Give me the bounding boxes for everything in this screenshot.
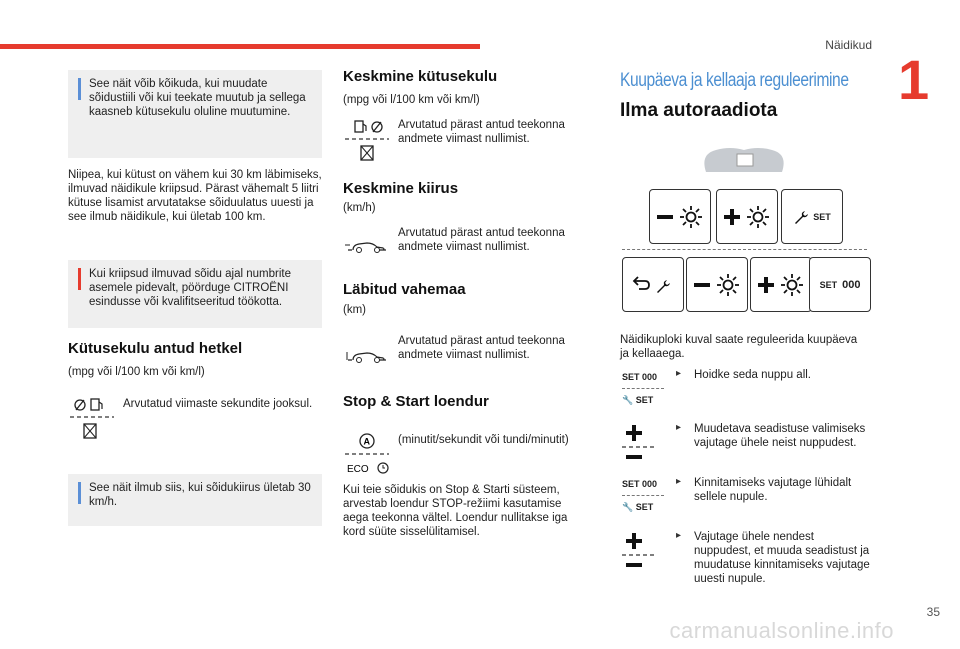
brightness-minus-button-2[interactable] xyxy=(686,257,748,312)
bullet-icon: ▸ xyxy=(676,530,682,541)
info-icon xyxy=(78,482,81,504)
set-000-button[interactable] xyxy=(809,257,871,312)
warning-note-text: Kui kriipsud ilmuvad sõidu ajal numbrite asemele pidevalt, pöörduge CITROËNI esindusse või kvalifitseeritud töökotta. xyxy=(89,268,291,308)
wrench-icon: 🔧 xyxy=(622,502,634,512)
unit-text: (km/h) xyxy=(343,202,376,214)
stop-start-icon xyxy=(345,432,389,476)
instrument-panel-icon xyxy=(700,142,790,180)
stop-start-unit: (minutit/sekundit või tundi/minutit) xyxy=(398,434,569,446)
divider-dashed xyxy=(622,495,664,496)
wrench-icon xyxy=(793,209,809,225)
plus-minus-icon-2 xyxy=(622,531,662,571)
set-label: SET xyxy=(819,279,838,290)
header-red-bar xyxy=(0,44,480,49)
heading-average-speed: Keskmine kiirus xyxy=(343,180,459,197)
brightness-minus-icon xyxy=(655,204,705,230)
zero-text: 000 xyxy=(642,479,658,489)
unit-text: (mpg või l/100 km või km/l) xyxy=(343,94,480,106)
brightness-plus-icon xyxy=(722,204,772,230)
average-speed-desc: Arvutatud pärast antud teekonna andmete viimast nullimist. xyxy=(398,227,565,253)
warning-note xyxy=(68,260,322,328)
section-heading: Kuupäeva ja kellaaja reguleerimine xyxy=(620,70,849,91)
step-2: Muudetava seadistuse valimiseks vajutage ühele neist nuppudest. xyxy=(694,423,866,449)
bullet-icon: ▸ xyxy=(676,476,682,487)
instant-consumption-desc: Arvutatud viimaste sekundite jooksul. xyxy=(123,398,313,410)
svg-text:ECO: ECO xyxy=(347,464,369,475)
heading-distance: Läbitud vahemaa xyxy=(343,281,466,298)
info-note-2 xyxy=(68,474,322,526)
set-text: SET xyxy=(635,395,654,405)
zero-label: 000 xyxy=(842,278,861,291)
step-1: Hoidke seda nuppu all. xyxy=(694,369,811,381)
svg-text:A: A xyxy=(363,436,370,447)
set-text: SET xyxy=(622,372,640,382)
step-4: Vajutage ühele nendest nuppudest, et muuda seadistust ja muudatuse kinnitamiseks vajutage uuesti nupule. xyxy=(694,531,870,585)
brightness-plus-button-2[interactable] xyxy=(750,257,812,312)
back-wrench-icon xyxy=(631,275,675,295)
watermark: carmanualsonline.info xyxy=(669,618,894,643)
set-button-icon-2 xyxy=(622,479,666,523)
subheading-without-radio: Ilma autoraadiota xyxy=(620,100,778,121)
wrench-icon: 🔧 xyxy=(622,395,634,405)
brightness-minus-button[interactable] xyxy=(649,189,711,244)
unit-text: (km) xyxy=(343,304,366,316)
distance-car-icon xyxy=(345,346,389,366)
brightness-minus-icon xyxy=(692,272,742,298)
set-text: SET xyxy=(622,479,640,489)
unit-text: (mpg või l/100 km või km/l) xyxy=(68,366,205,378)
intro-text: Näidikuploki kuval saate reguleerida kuupäeva ja kellaaega. xyxy=(620,334,858,360)
heading-stop-start: Stop & Start loendur xyxy=(343,393,489,410)
divider-dashed xyxy=(622,388,664,389)
wrench-set-button[interactable] xyxy=(781,189,843,244)
heading-average-consumption: Keskmine kütusekulu xyxy=(343,68,498,85)
bullet-icon: ▸ xyxy=(676,368,682,379)
warning-icon xyxy=(78,268,81,290)
set-text: SET xyxy=(635,502,654,512)
paragraph: Niipea, kui kütust on vähem kui 30 km läbimiseks, ilmuvad näidikule kriipsud. Pärast vähemalt 5 liitri kütuse lisamist arvutatakse sõiduulatus uuesti ja see ilmub näidikule, kui ületab 100 km. xyxy=(68,169,322,223)
info-note-text: See näit võib kõikuda, kui muudate sõidustiili või kui teekate muutub ja sellega kaasneb kütusekulu oluline muutumine. xyxy=(89,78,306,118)
info-note xyxy=(68,70,322,158)
step-3: Kinnitamiseks vajutage lühidalt sellele nupule. xyxy=(694,477,852,503)
chapter-number: 1 xyxy=(898,48,930,111)
bullet-icon: ▸ xyxy=(676,422,682,433)
divider-dashed xyxy=(622,249,867,250)
plus-minus-icon xyxy=(622,423,662,463)
brightness-plus-button[interactable] xyxy=(716,189,778,244)
distance-desc: Arvutatud pärast antud teekonna andmete viimast nullimist. xyxy=(398,335,565,361)
section-title: Näidikud xyxy=(825,38,872,52)
set-button-icon xyxy=(622,372,666,416)
stop-start-paragraph: Kui teie sõidukis on Stop & Starti süsteem, arvestab loendur STOP-režiimi kasutamise aega teekonna vältel. Loendur nullitakse iga kord süüte sisselülitamisel. xyxy=(343,484,568,538)
page-number: 35 xyxy=(926,605,940,619)
info-icon xyxy=(78,78,81,100)
average-consumption-desc: Arvutatud pärast antud teekonna andmete viimast nullimist. xyxy=(398,119,565,145)
back-wrench-button[interactable] xyxy=(622,257,684,312)
brightness-plus-icon xyxy=(756,272,806,298)
average-speed-car-icon xyxy=(345,236,389,256)
info-note-2-text: See näit ilmub siis, kui sõidukiirus ületab 30 km/h. xyxy=(89,482,311,508)
heading-instant-consumption: Kütusekulu antud hetkel xyxy=(68,340,243,357)
zero-text: 000 xyxy=(642,372,658,382)
set-label: SET xyxy=(813,211,831,222)
instant-consumption-icon xyxy=(70,396,114,442)
average-consumption-icon xyxy=(345,118,389,164)
